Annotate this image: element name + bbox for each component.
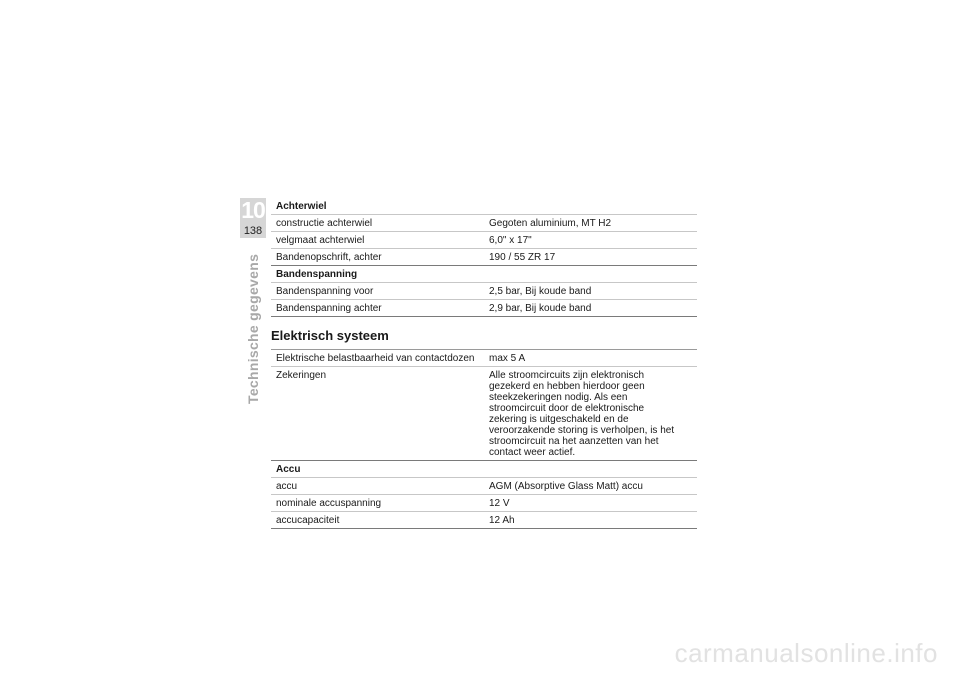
row-value: Gegoten aluminium, MT H2: [489, 218, 612, 229]
section-title: Elektrisch systeem: [271, 328, 389, 343]
table-row: [271, 231, 697, 248]
row-value: Alle stroomcircuits zijn elektronisch gezekerd en hebben hierdoor geen steekzekeringen nodig. Als een stroomcircuit door de elektronische zekering is uitgeschakeld en de veroorzakende storing is verholpen, is het stroomcircuit na het aanzetten van het contact weer actief.: [489, 370, 675, 458]
row-value: AGM (Absorptive Glass Matt) accu: [489, 481, 643, 492]
table-end-rule: [271, 528, 697, 529]
chapter-number: 10: [241, 197, 265, 223]
row-label: Elektrische belastbaarheid van contactdozen: [276, 353, 475, 364]
row-value: 12 V: [489, 498, 510, 509]
row-label: accu: [276, 481, 298, 492]
row-label: nominale accuspanning: [276, 498, 382, 509]
spec-content: [271, 198, 697, 529]
row-label: accucapaciteit: [276, 515, 340, 526]
page-number: 138: [243, 225, 263, 237]
accu-heading: Accu: [271, 460, 697, 477]
table-row: [271, 494, 697, 511]
table-row: [271, 366, 697, 460]
row-label: velgmaat achterwiel: [276, 235, 365, 246]
elektrisch-table: [271, 349, 697, 460]
row-value: 2,9 bar, Bij koude band: [489, 303, 592, 314]
table-row: [271, 349, 697, 366]
watermark: carmanualsonline.info: [674, 638, 938, 668]
chapter-side-title: Technische gegevens: [245, 253, 261, 404]
row-value: 190 / 55 ZR 17: [489, 252, 556, 263]
row-label: Bandenopschrift, achter: [276, 252, 382, 263]
table-row: [271, 214, 697, 231]
accu-table: [271, 477, 697, 528]
bandenspanning-heading: Bandenspanning: [271, 265, 697, 282]
row-label: Bandenspanning achter: [276, 303, 382, 314]
table-row: [271, 248, 697, 265]
row-label: Bandenspanning voor: [276, 286, 374, 297]
table-row: [271, 511, 697, 528]
achterwiel-table: [271, 214, 697, 265]
row-label: constructie achterwiel: [276, 218, 373, 229]
achterwiel-heading: Achterwiel: [276, 201, 327, 212]
table-row: [271, 299, 697, 316]
row-value: 2,5 bar, Bij koude band: [489, 286, 592, 297]
row-value: max 5 A: [489, 353, 526, 364]
row-label: Zekeringen: [276, 370, 327, 381]
table-row: [271, 282, 697, 299]
row-value: 12 Ah: [489, 515, 515, 526]
table-row: [271, 477, 697, 494]
bandenspanning-table: [271, 282, 697, 316]
row-value: 6,0" x 17": [489, 235, 532, 246]
table-end-rule: [271, 316, 697, 317]
